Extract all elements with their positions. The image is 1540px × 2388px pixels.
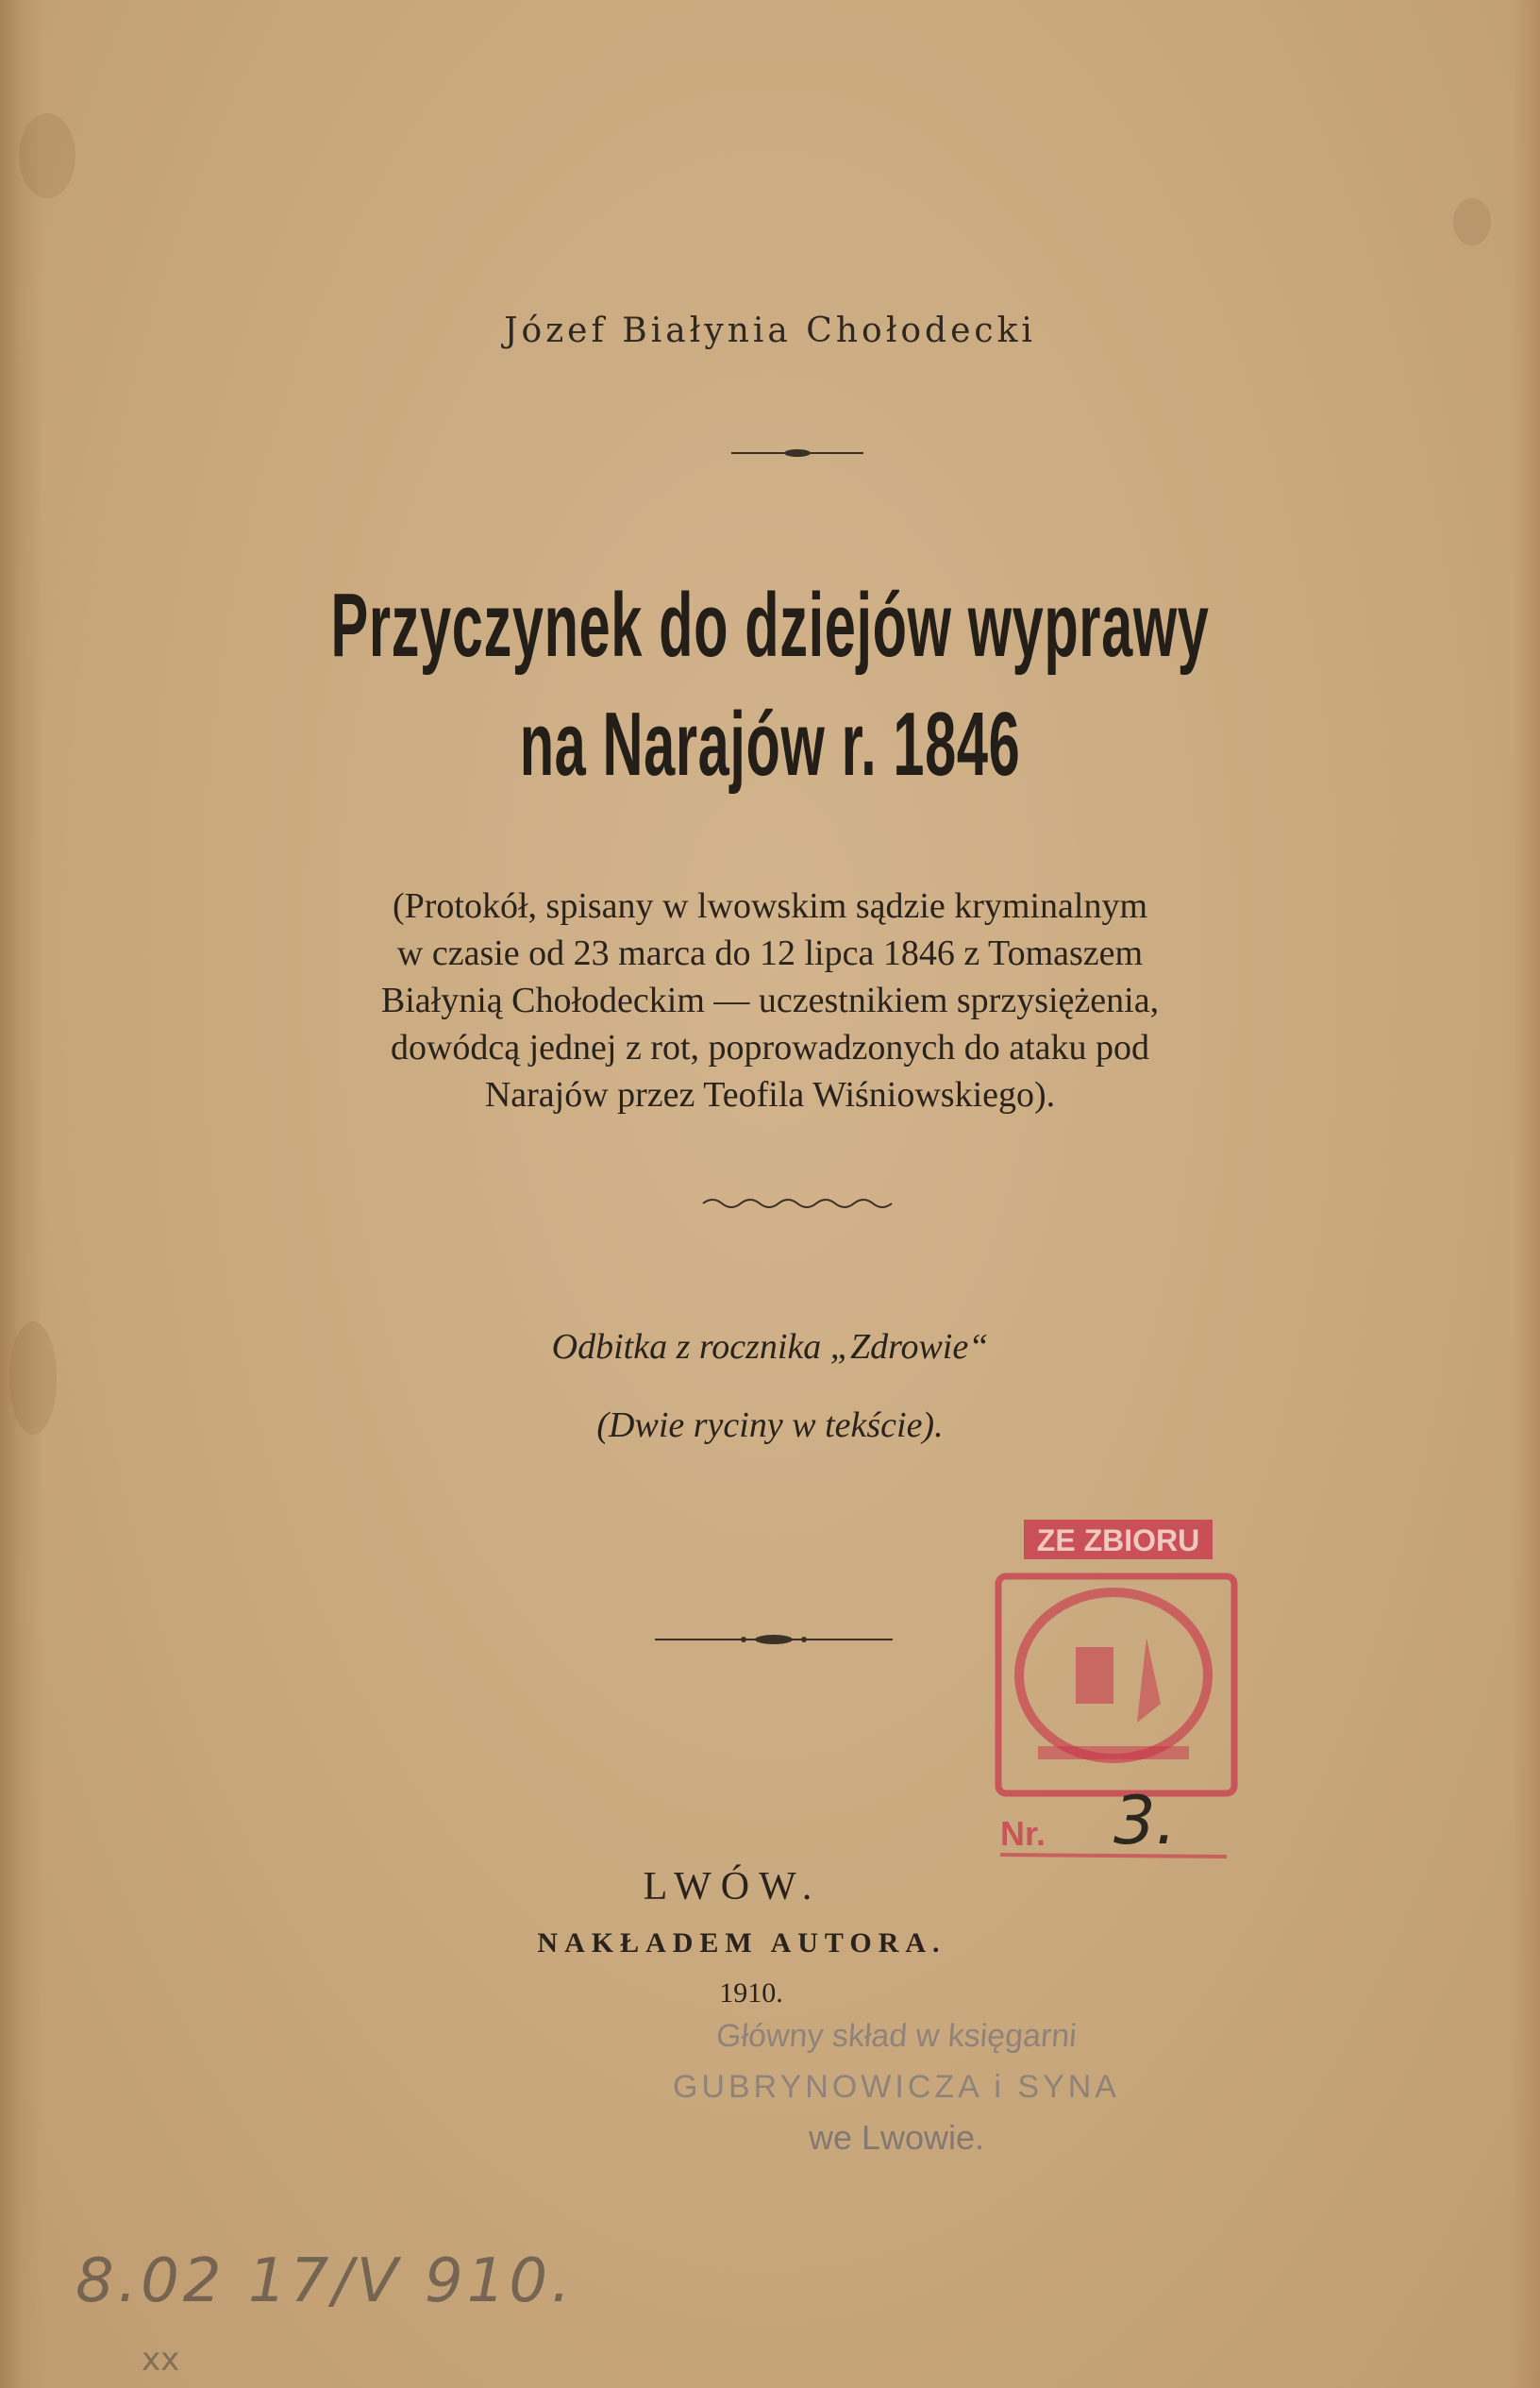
- edition-note: Odbitka z rocznika „Zdrowie“: [551, 1327, 989, 1367]
- paper-stain: [1453, 198, 1491, 245]
- imprint-city: LWÓW.: [643, 1865, 822, 1909]
- illustrations-note: (Dwie ryciny w tekście).: [596, 1405, 944, 1445]
- svg-text:Nr.: Nr.: [1000, 1814, 1046, 1853]
- ornament-divider: [727, 444, 868, 462]
- description-line: Narajów przez Teofila Wiśniowskiego).: [484, 1075, 1056, 1115]
- imprint-year: 1910.: [719, 1977, 783, 2009]
- description-line: dowódcą jednej z rot, poprowadzonych do ataku pod: [390, 1028, 1150, 1068]
- imprint-publisher: NAKŁADEM AUTORA.: [537, 1927, 946, 1959]
- book-description: [251, 883, 1289, 1118]
- handwritten-catalog-note: 8.02 17/V 910.: [75, 2246, 575, 2316]
- svg-text:3.: 3.: [1113, 1782, 1177, 1859]
- title-line-1: Przyczynek do dziejów wyprawy: [330, 575, 1210, 676]
- book-title: [293, 566, 1247, 804]
- wavy-divider: [698, 1194, 906, 1213]
- description-line: Białynią Chołodeckim — uczestnikiem sprzysiężenia,: [380, 981, 1160, 1020]
- description-line: (Protokół, spisany w lwowskim sądzie kryminalnym: [392, 886, 1148, 926]
- description-line: w czasie od 23 marca do 12 lipca 1846 z Tomaszem: [396, 933, 1144, 973]
- bookseller-line-2: GUBRYNOWICZA i SYNA: [673, 2069, 1120, 2105]
- bookseller-line-1: Główny skład w księgarni: [714, 2018, 1079, 2054]
- svg-text:ZE ZBIORU: ZE ZBIORU: [1036, 1523, 1200, 1557]
- author-name: Józef Białynia Chołodecki: [504, 311, 1036, 350]
- handwritten-mark: xx: [142, 2341, 180, 2379]
- page-edge-shadow-left: [0, 0, 43, 2388]
- page-edge-shadow-right: [1512, 0, 1540, 2388]
- ornament-rule: [651, 1628, 896, 1651]
- library-ownership-stamp: [981, 1505, 1264, 1864]
- bookseller-line-3: we Lwowie.: [808, 2118, 985, 2157]
- paper-stain: [19, 113, 75, 198]
- bookseller-stamp: [651, 2010, 1142, 2163]
- title-line-2: na Narajów r. 1846: [519, 694, 1021, 795]
